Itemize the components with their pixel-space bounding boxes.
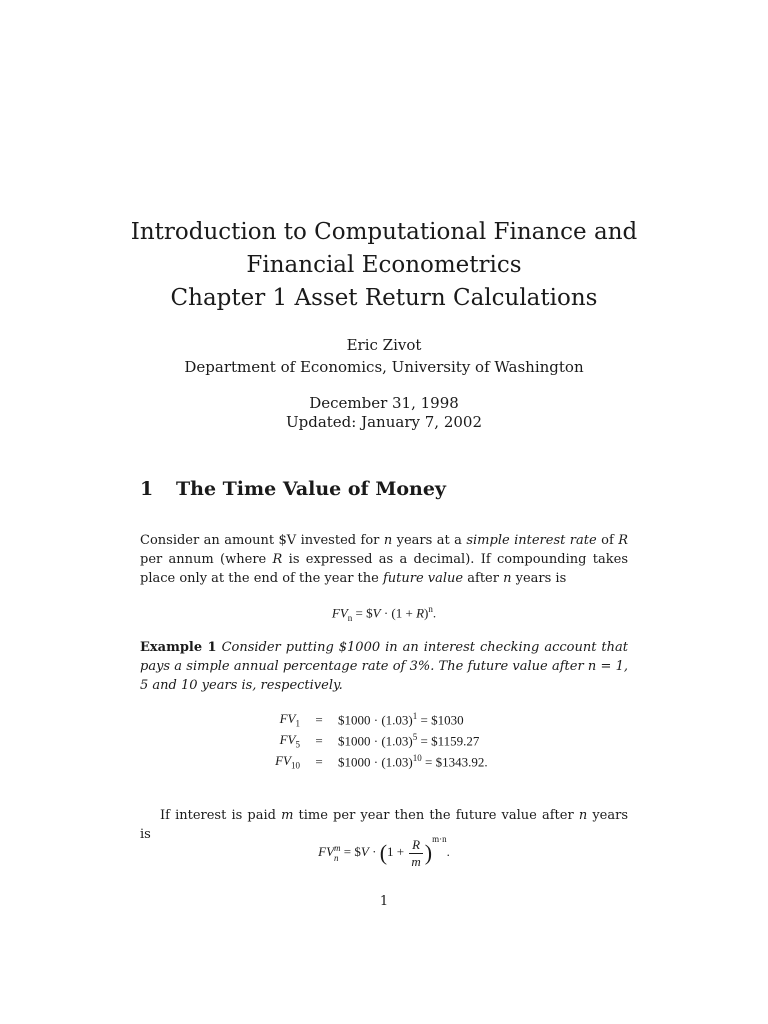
- equation-row: $FV_{10}$ = $1000 · $(1.03)^{10}$ = $1343.92.: [275, 752, 488, 771]
- equation-row: $FV_5$ = $1000 · $(1.03)^5$ = $1159.27: [279, 731, 480, 750]
- section-title: The Time Value of Money: [176, 478, 446, 500]
- example-block: [140, 638, 628, 695]
- doc-title-line1: Introduction to Computational Finance and: [130, 219, 638, 245]
- example-text: Consider putting $1000 in an interest checking account that pays a simple annual percentage rate of 3%. The future value after n = 1, 5 and 10 years is, respectively.: [140, 640, 628, 693]
- doc-title-line2: Financial Econometrics: [246, 252, 522, 278]
- equation-compound-fv: FVm n = $V · (1 + $\frac{R}{m}$ )$^{m\cdot n}$.: [318, 834, 450, 869]
- date-original: December 31, 1998: [309, 394, 459, 412]
- equation-array-examples: [256, 709, 492, 772]
- section-heading: [140, 478, 446, 500]
- page-number: 1: [379, 894, 389, 909]
- author-affiliation: Department of Economics, University of Washington: [184, 358, 584, 376]
- paragraph-compounding: If interest is paid m time per year then the future value after n years is: [140, 808, 629, 842]
- equation-row: $FV_1$ = $1000 · $(1.03)^1$ = $1030: [279, 710, 464, 729]
- section-number: 1: [140, 478, 154, 500]
- doc-title-line3: Chapter 1 Asset Return Calculations: [170, 285, 598, 311]
- paragraph-intro: Consider an amount $V invested for n years at a simple interest rate of R per annum (where R is expressed as a decimal). If compounding takes place only at the end of the year the future value after n years is: [140, 533, 629, 586]
- example-label: Example 1: [140, 640, 217, 655]
- date-updated: Updated: January 7, 2002: [285, 413, 482, 431]
- equation-simple-fv: $FV_n$ = $V · $(1 + R)^n$.: [331, 604, 437, 623]
- author-name: Eric Zivot: [346, 336, 422, 354]
